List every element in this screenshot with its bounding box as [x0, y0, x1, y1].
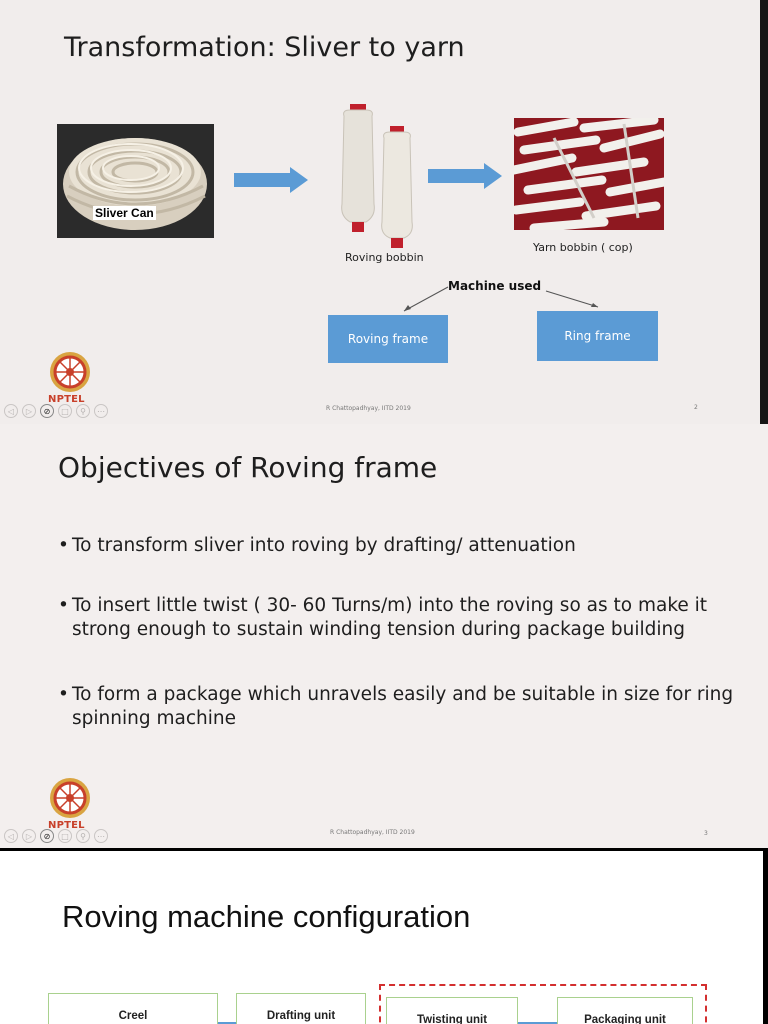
play-icon[interactable]: ▷ [22, 829, 36, 843]
slide-footer: R Chattopadhyay, IITD 2019 [330, 829, 415, 836]
copy-icon[interactable]: □ [58, 404, 72, 418]
play-icon[interactable]: ▷ [22, 404, 36, 418]
yarn-bobbin-caption: Yarn bobbin ( cop) [533, 241, 633, 254]
roving-frame-box: Roving frame [328, 315, 448, 363]
objectives-list [58, 534, 748, 731]
slide-configuration [0, 851, 763, 1024]
slide-title: Transformation: Sliver to yarn [64, 32, 465, 63]
player-controls [4, 829, 108, 845]
sliver-can-image [57, 124, 214, 238]
ring-frame-box: Ring frame [537, 311, 658, 361]
roving-bobbin-caption: Roving bobbin [345, 251, 424, 264]
roving-bobbin-image [336, 104, 420, 250]
yarn-cops-image [514, 118, 664, 230]
zoom-icon[interactable]: ⚲ [76, 404, 90, 418]
creel-box: Creel [48, 993, 218, 1024]
list-item: • To form a package which unravels easily and be suitable in size for ring spinning machine [58, 683, 748, 731]
twisting-unit-box: Twisting unit [386, 997, 518, 1024]
nptel-logo [46, 776, 98, 830]
nptel-logo [46, 350, 98, 404]
back-icon[interactable]: ◁ [4, 829, 18, 843]
arrow-right-icon [234, 167, 308, 193]
slide-transformation [0, 0, 760, 424]
edge-strip [760, 0, 768, 424]
slide-title: Roving machine configuration [62, 899, 471, 934]
drafting-unit-box: Drafting unit [236, 993, 366, 1024]
pen-icon[interactable]: ⊘ [40, 404, 54, 418]
list-item: • To insert little twist ( 30- 60 Turns/m) into the roving so as to make it strong enough to sustain winding tension during package building [58, 594, 748, 642]
slide-objectives [0, 424, 768, 848]
player-controls [4, 404, 108, 420]
slide-title: Objectives of Roving frame [58, 451, 438, 484]
packaging-unit-box: Packaging unit [557, 997, 693, 1024]
pen-icon[interactable]: ⊘ [40, 829, 54, 843]
list-item: • To transform sliver into roving by drafting/ attenuation [58, 534, 748, 558]
copy-icon[interactable]: □ [58, 829, 72, 843]
more-icon[interactable]: ⋯ [94, 829, 108, 843]
slide-footer: R Chattopadhyay, IITD 2019 [326, 405, 411, 412]
nptel-logo-text: NPTEL [48, 820, 85, 831]
nptel-logo-text: NPTEL [48, 394, 85, 405]
more-icon[interactable]: ⋯ [94, 404, 108, 418]
zoom-icon[interactable]: ⚲ [76, 829, 90, 843]
sliver-can-label: Sliver Can [95, 206, 154, 220]
back-icon[interactable]: ◁ [4, 404, 18, 418]
machine-used-label: Machine used [448, 279, 542, 293]
arrow-right-icon [428, 163, 502, 189]
page-number: 3 [704, 830, 708, 837]
page-number: 2 [694, 404, 698, 411]
